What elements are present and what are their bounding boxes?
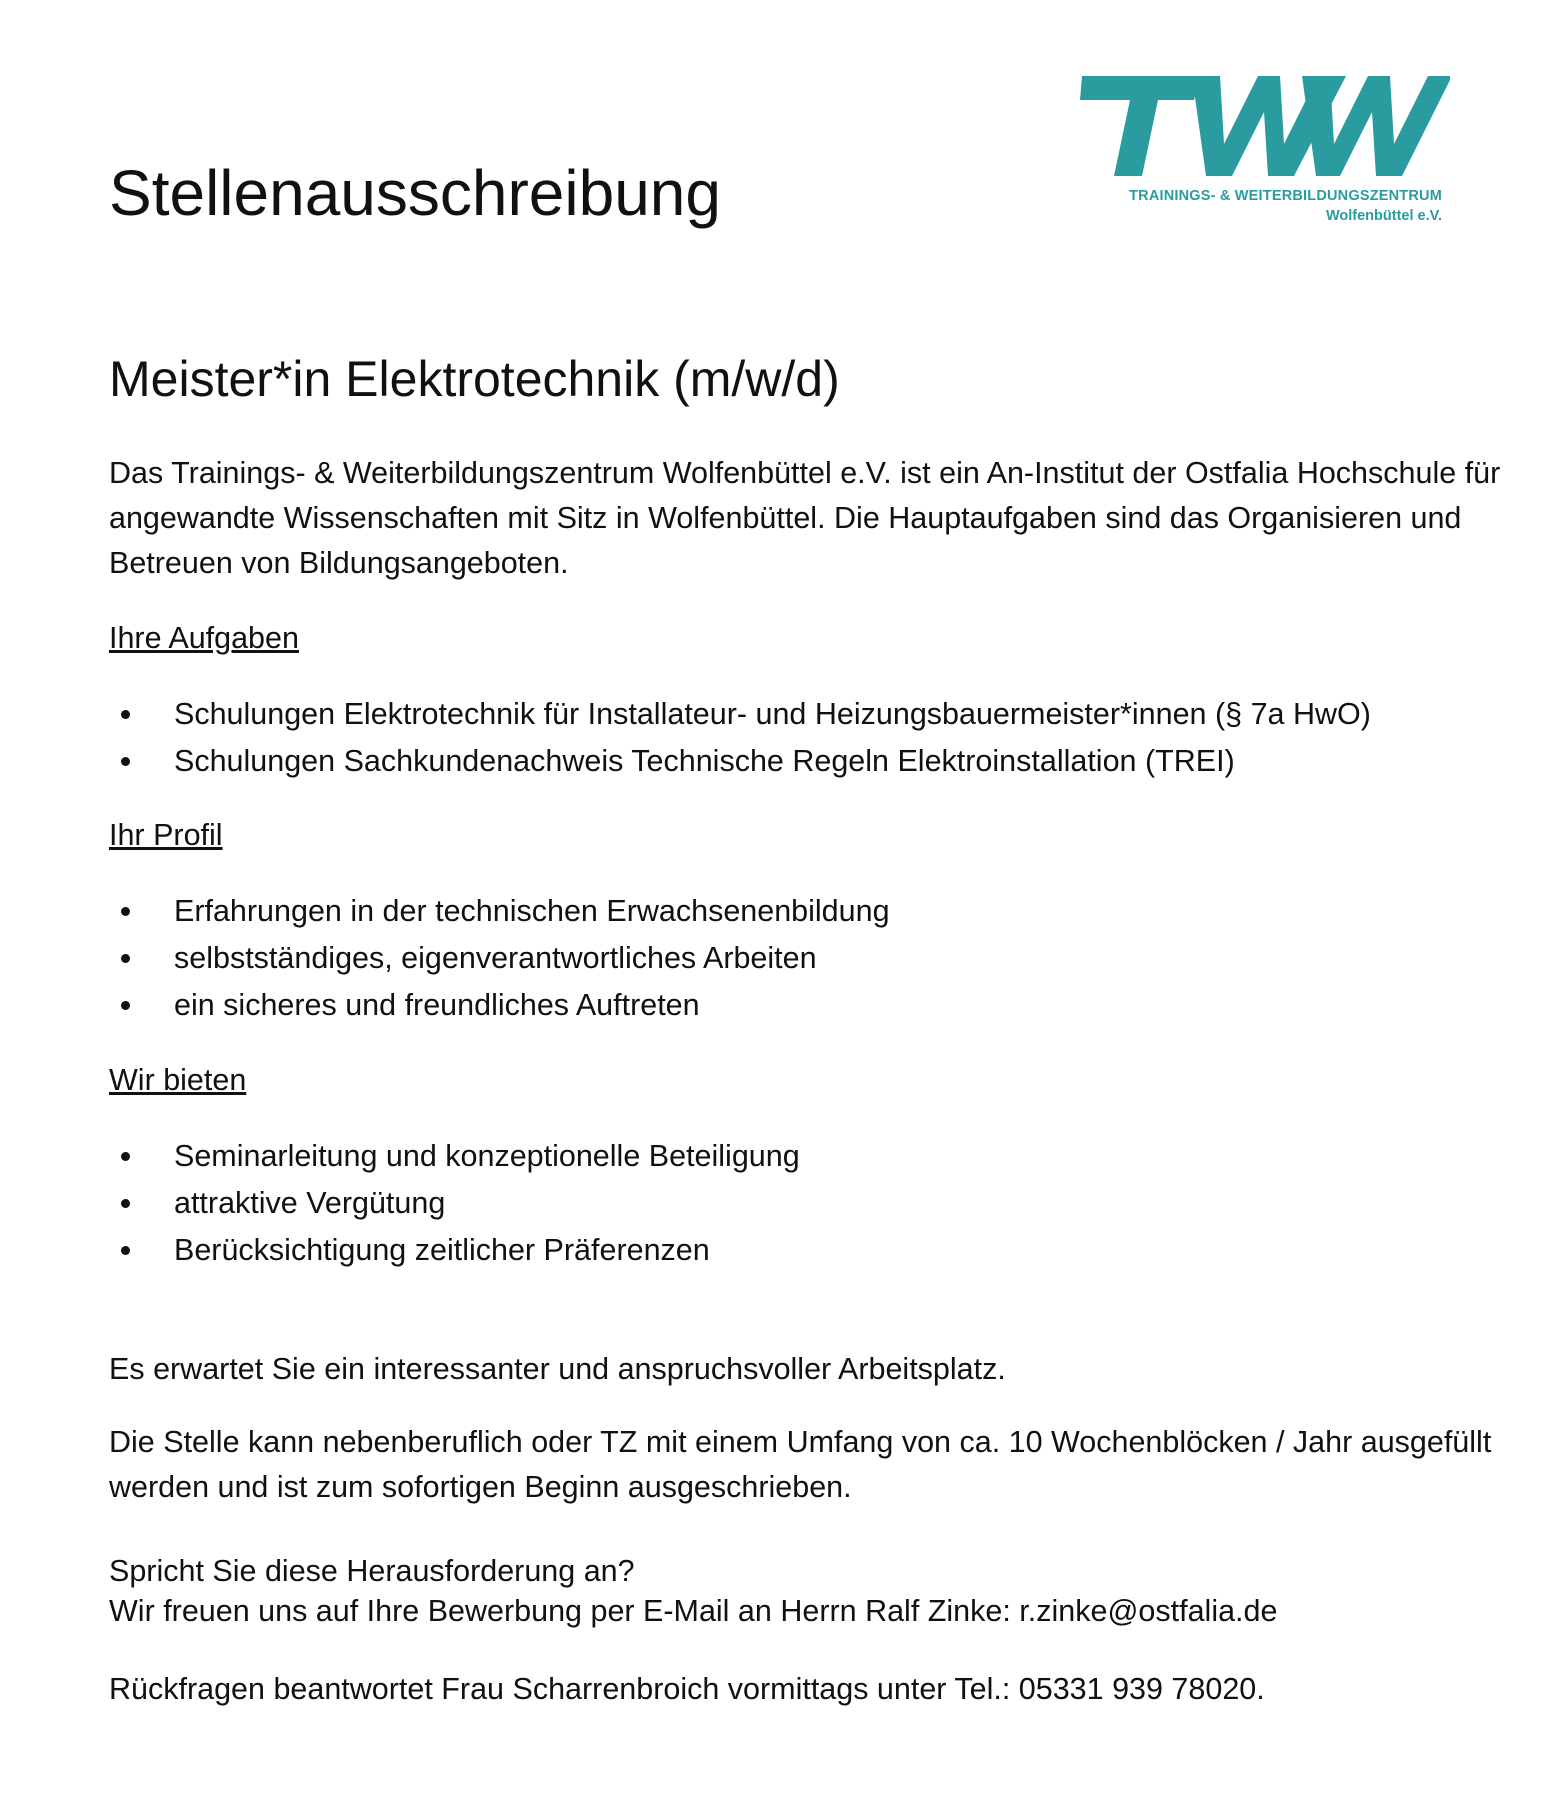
bullet-icon [121,954,130,963]
bullet-icon [121,907,130,916]
list-item-text: Schulungen Sachkundenachweis Technische Regeln Elektroinstallation (TREI) [174,744,1235,778]
section-heading-bieten: Wir bieten [109,1063,247,1097]
logo-subtitle-line1: TRAININGS- & WEITERBILDUNGSZENTRUM [1129,188,1442,204]
bullet-icon [121,757,130,766]
list-item [109,738,1529,785]
bullet-icon [121,1152,130,1161]
list-item-text: attraktive Vergütung [174,1186,446,1220]
closing-paragraph-contact [109,1551,1509,1631]
closing-paragraph-scope: Die Stelle kann nebenberuflich oder TZ mit einem Umfang von ca. 10 Wochenblöcken / Jahr ausgefüllt werden und ist zum sofortigen Beginn ausgeschrieben. [109,1425,1492,1504]
list-item [109,888,1529,935]
bullet-icon [121,1001,130,1010]
list-item [109,1133,1529,1180]
list-item-text: Erfahrungen in der technischen Erwachsenenbildung [174,894,890,928]
list-item [109,982,1529,1029]
intro-paragraph: Das Trainings- & Weiterbildungszentrum Wolfenbüttel e.V. ist ein An-Institut der Ostfalia Hochschule für angewandte Wissenschaften mit Sitz in Wolfenbüttel. Die Hauptaufgaben sind das Organisieren und Betreuen von Bildungsangeboten. [109,456,1501,580]
logo-subtitle-line2: Wolfenbüttel e.V. [1325,208,1442,224]
closing-paragraph-phone: Rückfragen beantwortet Frau Scharrenbroich vormittags unter Tel.: 05331 939 78020. [109,1672,1265,1706]
job-title: Meister*in Elektrotechnik (m/w/d) [109,351,840,407]
section-heading-aufgaben: Ihre Aufgaben [109,621,299,655]
page-title: Stellenausschreibung [109,157,721,229]
list-item [109,691,1529,738]
list-item-text: Seminarleitung und konzeptionelle Beteiligung [174,1139,800,1173]
list-item-text: Schulungen Elektrotechnik für Installateur- und Heizungsbauermeister*innen (§ 7a HwO) [174,697,1371,731]
closing-question: Spricht Sie diese Herausforderung an? [109,1554,635,1588]
list-profil [109,888,1529,1029]
section-heading-profil: Ihr Profil [109,818,223,852]
bullet-icon [121,1199,130,1208]
list-item-text: Berücksichtigung zeitlicher Präferenzen [174,1233,710,1267]
list-bieten [109,1133,1529,1274]
list-item [109,1227,1529,1274]
list-item-text: ein sicheres und freundliches Auftreten [174,988,700,1022]
tww-logo-mark [1080,76,1450,186]
closing-paragraph-workplace: Es erwartet Sie ein interessanter und anspruchsvoller Arbeitsplatz. [109,1352,1006,1386]
bullet-icon [121,1246,130,1255]
bullet-icon [121,710,130,719]
list-item-text: selbstständiges, eigenverantwortliches Arbeiten [174,941,817,975]
tww-logo [1080,76,1450,236]
list-item [109,935,1529,982]
list-aufgaben [109,691,1529,785]
list-item [109,1180,1529,1227]
closing-application-email: Wir freuen uns auf Ihre Bewerbung per E-Mail an Herrn Ralf Zinke: r.zinke@ostfalia.de [109,1594,1278,1628]
